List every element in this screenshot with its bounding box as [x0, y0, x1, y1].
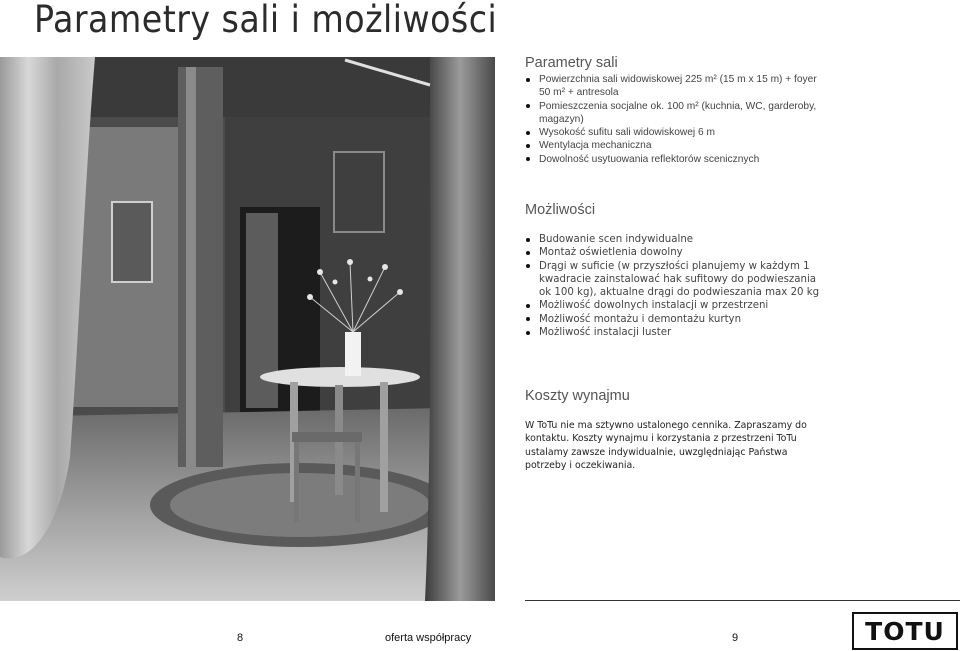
list-item: Wentylacja mechaniczna [525, 139, 825, 152]
footer-divider [525, 600, 960, 601]
costs-heading: Koszty wynajmu [525, 388, 630, 404]
list-item: Wysokość sufitu sali widowiskowej 6 m [525, 126, 825, 139]
params-list [525, 73, 825, 166]
list-item: Możliwość instalacji luster [525, 326, 825, 339]
list-item: Możliwość montażu i demontażu kurtyn [525, 313, 825, 326]
list-item: Budowanie scen indywidualne [525, 233, 825, 246]
logo-text: TOTU [865, 616, 945, 646]
possibilities-list [525, 233, 825, 339]
totu-logo [852, 612, 958, 650]
page-number-right: 9 [732, 632, 739, 644]
list-item: Powierzchnia sali widowiskowej 225 m² (15 m x 15 m) + foyer 50 m² + antresola [525, 73, 825, 100]
room-photo [0, 57, 495, 601]
list-item: Pomieszczenia socjalne ok. 100 m² (kuchnia, WC, garderoby, magazyn) [525, 100, 825, 127]
footer-label: oferta współpracy [385, 632, 472, 644]
list-item: Dowolność usytuowania reflektorów scenicznych [525, 153, 825, 166]
page-number-left: 8 [237, 632, 244, 644]
list-item: Możliwość dowolnych instalacji w przestrzeni [525, 299, 825, 312]
possibilities-heading: Możliwości [525, 202, 596, 218]
params-heading: Parametry sali [525, 55, 618, 71]
list-item: Montaż oświetlenia dowolny [525, 246, 825, 259]
page-title: Parametry sali i możliwości [34, 0, 498, 41]
costs-text: W ToTu nie ma sztywno ustalonego cennika. Zapraszamy do kontaktu. Koszty wynajmu i korzystania z przestrzeni ToTu ustalamy zawsze indywidualnie, uwzględniając Państwa potrzeby i oczekiwania. [525, 420, 807, 472]
list-item: Drągi w suficie (w przyszłości planujemy w każdym 1 kwadracie zainstalować hak sufitowy do podwieszania ok 100 kg), aktualne drągi do podwieszania max 20 kg [525, 260, 825, 300]
